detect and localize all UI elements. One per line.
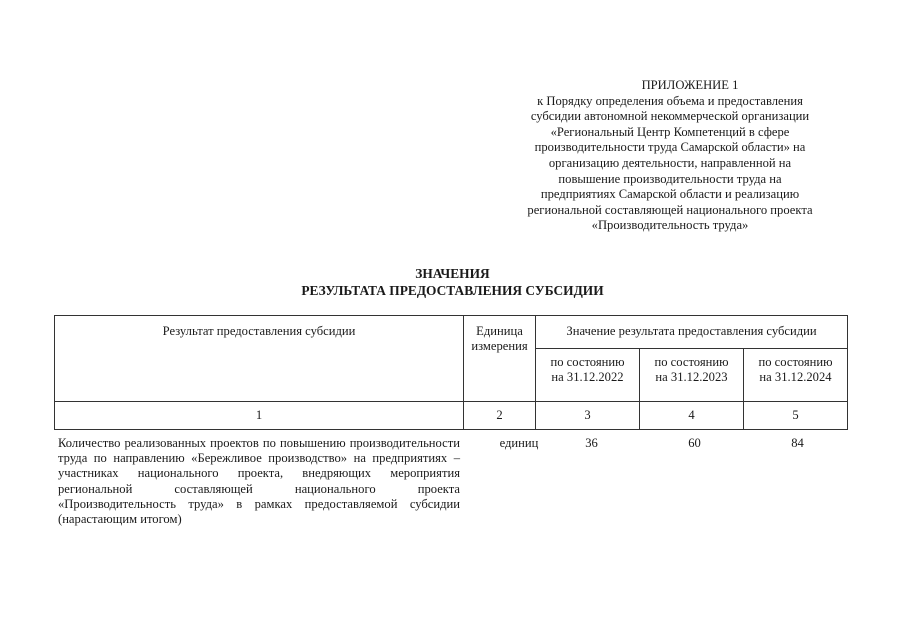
annex-line: предприятиях Самарской области и реализацию [540, 187, 800, 202]
annex-line: субсидии автономной некоммерческой организации [530, 109, 810, 124]
table-header-row [55, 316, 848, 349]
header-result-label: Результат предоставления субсидии [162, 324, 356, 338]
header-date-line1: по состоянию [550, 355, 625, 369]
result-value-2024: 84 [791, 436, 804, 450]
header-date-line2: на 31.12.2022 [551, 370, 624, 384]
header-result [55, 316, 464, 402]
header-date-2023 [640, 349, 744, 402]
column-number: 4 [640, 402, 744, 430]
header-values-group [536, 316, 848, 349]
annex-line: производительности труда Самарской области» на [534, 140, 806, 155]
annex-block [495, 78, 845, 234]
header-unit [464, 316, 536, 402]
annex-line: к Порядку определения объема и предоставления [537, 93, 803, 108]
header-date-line2: на 31.12.2024 [759, 370, 832, 384]
header-date-line1: по состоянию [758, 355, 833, 369]
document-subheading: РЕЗУЛЬТАТА ПРЕДОСТАВЛЕНИЯ СУБСИДИИ [301, 283, 604, 298]
annex-line: «Производительность труда» [591, 218, 749, 233]
results-table [54, 315, 848, 430]
column-number: 3 [536, 402, 640, 430]
header-date-line1: по состоянию [654, 355, 729, 369]
header-date-2024 [744, 349, 848, 402]
annex-line: «Региональный Центр Компетенций в сфере [550, 124, 790, 139]
result-value-2023: 60 [688, 436, 701, 450]
annex-line: повышение производительности труда на [558, 171, 782, 186]
result-description: Количество реализованных проектов по повышению производительности труда по направлению «Бережливое производство» на предприятиях – участниках национального проекта, внедряющих мероприятия региональной составляющей национального проекта «Производительность труда» в рамках предоставляемой субсидии (нарастающим итогом) [58, 436, 460, 527]
header-unit-line2: измерения [471, 339, 528, 353]
annex-line: региональной составляющей национального проекта [527, 202, 813, 217]
column-number: 5 [744, 402, 848, 430]
annex-line: организацию деятельности, направленной на [548, 155, 792, 170]
column-number: 2 [464, 402, 536, 430]
annex-title: ПРИЛОЖЕНИЕ 1 [641, 78, 739, 92]
document-heading: ЗНАЧЕНИЯ [415, 266, 490, 281]
result-value-2022: 36 [585, 436, 598, 450]
header-date-line2: на 31.12.2023 [655, 370, 728, 384]
header-values-group-label: Значение результата предоставления субсидии [566, 324, 817, 338]
header-date-2022 [536, 349, 640, 402]
column-number-row [55, 402, 848, 430]
header-unit-line1: Единица [476, 324, 523, 338]
column-number: 1 [55, 402, 464, 430]
result-unit: единиц [499, 436, 539, 450]
